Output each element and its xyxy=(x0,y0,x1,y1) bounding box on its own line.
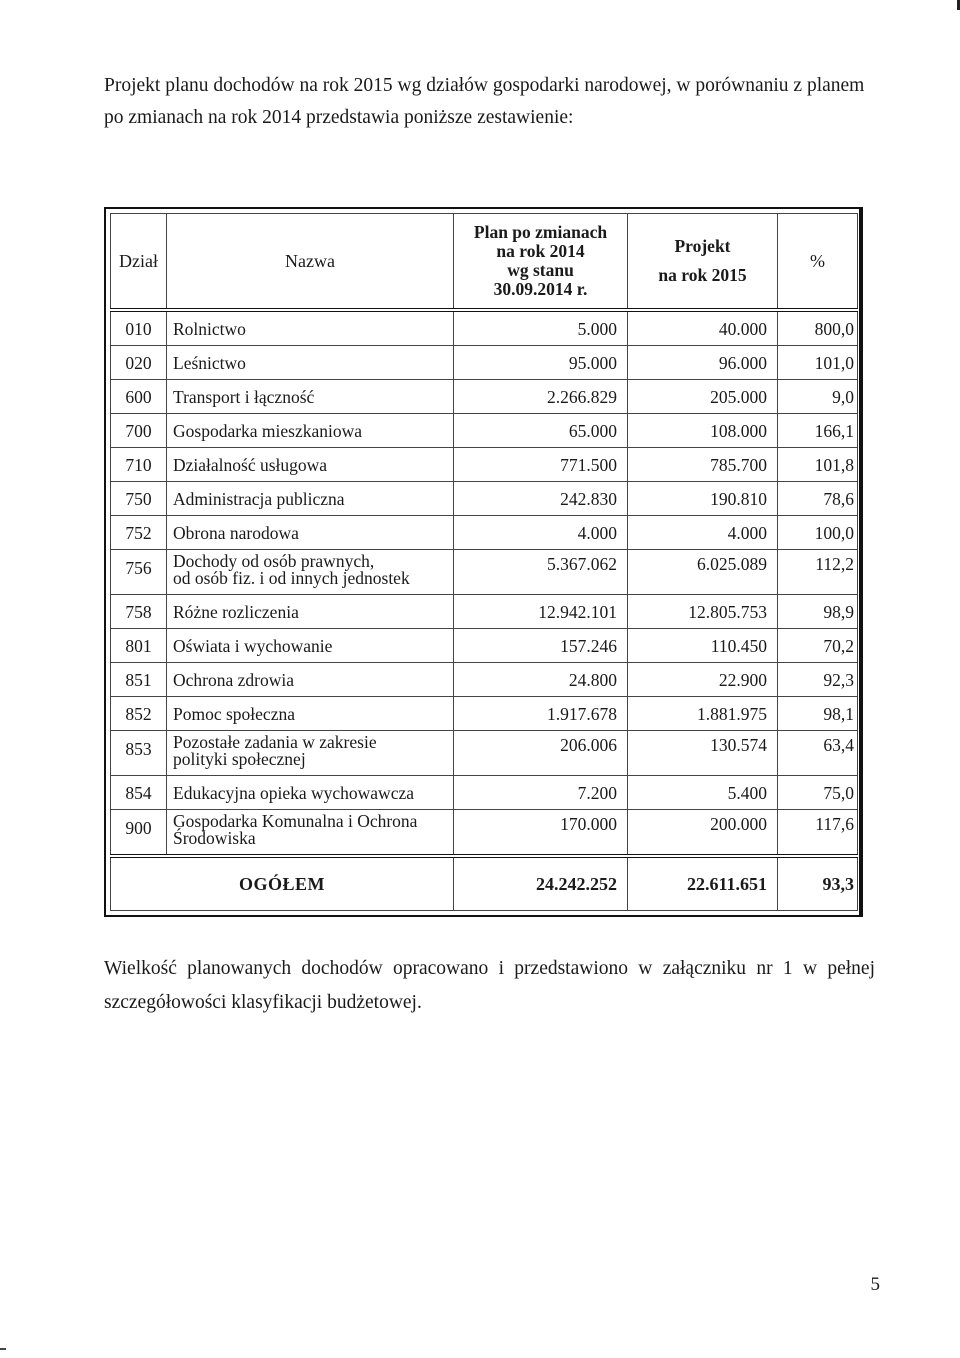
row-percent: 70,2 xyxy=(778,629,858,663)
row-name-line-2: polityki społecznej xyxy=(173,749,306,769)
row-name-line-1: Działalność usługowa xyxy=(173,454,328,475)
row-plan-2014: 24.800 xyxy=(454,663,628,697)
table-body xyxy=(111,310,858,856)
row-projekt-2015: 110.450 xyxy=(628,629,778,663)
row-name xyxy=(167,414,454,448)
row-code: 756 xyxy=(111,550,167,595)
table-row xyxy=(111,516,858,550)
row-name-line-1: Obrona narodowa xyxy=(173,522,299,543)
row-code: 851 xyxy=(111,663,167,697)
header-proj-line-2: na rok 2015 xyxy=(658,265,747,285)
intro-paragraph xyxy=(104,70,879,134)
row-percent: 98,9 xyxy=(778,595,858,629)
table-row xyxy=(111,448,858,482)
row-projekt-2015: 190.810 xyxy=(628,482,778,516)
income-table-frame xyxy=(104,207,863,917)
row-percent: 166,1 xyxy=(778,414,858,448)
table-header-row xyxy=(111,214,858,311)
row-plan-2014: 2.266.829 xyxy=(454,380,628,414)
row-name xyxy=(167,482,454,516)
table-row xyxy=(111,482,858,516)
table-row xyxy=(111,550,858,595)
row-percent: 100,0 xyxy=(778,516,858,550)
row-projekt-2015: 108.000 xyxy=(628,414,778,448)
row-code: 758 xyxy=(111,595,167,629)
row-name xyxy=(167,731,454,776)
table-row xyxy=(111,731,858,776)
header-projekt-2015 xyxy=(628,214,778,311)
row-percent: 63,4 xyxy=(778,731,858,776)
table-row xyxy=(111,310,858,346)
row-plan-2014: 157.246 xyxy=(454,629,628,663)
row-plan-2014: 95.000 xyxy=(454,346,628,380)
row-projekt-2015: 200.000 xyxy=(628,810,778,857)
outro-paragraph xyxy=(104,952,875,1020)
row-projekt-2015: 785.700 xyxy=(628,448,778,482)
row-percent: 800,0 xyxy=(778,310,858,346)
header-percent: % xyxy=(778,214,858,311)
row-projekt-2015: 130.574 xyxy=(628,731,778,776)
row-code: 710 xyxy=(111,448,167,482)
table-row xyxy=(111,414,858,448)
row-name-line-2: od osób fiz. i od innych jednostek xyxy=(173,568,410,588)
table-row xyxy=(111,810,858,857)
row-name-line-1: Gospodarka Komunalna i Ochrona xyxy=(173,811,418,831)
row-percent: 117,6 xyxy=(778,810,858,857)
row-percent: 101,8 xyxy=(778,448,858,482)
row-name-line-1: Edukacyjna opieka wychowawcza xyxy=(173,782,415,803)
row-percent: 112,2 xyxy=(778,550,858,595)
row-name xyxy=(167,310,454,346)
row-code: 852 xyxy=(111,697,167,731)
header-plan-line-4: 30.09.2014 r. xyxy=(493,279,588,299)
row-projekt-2015: 40.000 xyxy=(628,310,778,346)
row-name xyxy=(167,550,454,595)
row-name-line-1: Pozostałe zadania w zakresie xyxy=(173,732,377,752)
row-plan-2014: 7.200 xyxy=(454,776,628,810)
row-percent: 75,0 xyxy=(778,776,858,810)
row-name xyxy=(167,776,454,810)
row-name xyxy=(167,516,454,550)
table-row xyxy=(111,346,858,380)
row-name xyxy=(167,346,454,380)
row-plan-2014: 170.000 xyxy=(454,810,628,857)
row-code: 750 xyxy=(111,482,167,516)
total-projekt: 22.611.651 xyxy=(628,856,778,911)
row-plan-2014: 65.000 xyxy=(454,414,628,448)
table-row xyxy=(111,380,858,414)
row-percent: 98,1 xyxy=(778,697,858,731)
row-code: 752 xyxy=(111,516,167,550)
row-name xyxy=(167,810,454,857)
row-name-line-1: Gospodarka mieszkaniowa xyxy=(173,420,363,441)
total-row xyxy=(111,856,858,911)
row-name-line-1: Dochody od osób prawnych, xyxy=(173,551,375,571)
row-projekt-2015: 6.025.089 xyxy=(628,550,778,595)
row-plan-2014: 242.830 xyxy=(454,482,628,516)
scan-corner-mark xyxy=(0,1348,6,1350)
table-row xyxy=(111,663,858,697)
total-label: OGÓŁEM xyxy=(111,856,454,911)
row-code: 801 xyxy=(111,629,167,663)
row-code: 700 xyxy=(111,414,167,448)
row-plan-2014: 771.500 xyxy=(454,448,628,482)
row-name-line-1: Rolnictwo xyxy=(173,318,246,339)
table-row xyxy=(111,629,858,663)
row-projekt-2015: 12.805.753 xyxy=(628,595,778,629)
row-projekt-2015: 22.900 xyxy=(628,663,778,697)
row-percent: 101,0 xyxy=(778,346,858,380)
row-name xyxy=(167,697,454,731)
row-projekt-2015: 1.881.975 xyxy=(628,697,778,731)
row-code: 020 xyxy=(111,346,167,380)
row-name xyxy=(167,629,454,663)
intro-line-1: Projekt planu dochodów na rok 2015 wg działów gospodarki narodowej, w porównaniu z planem xyxy=(104,75,865,96)
row-plan-2014: 5.000 xyxy=(454,310,628,346)
row-code: 010 xyxy=(111,310,167,346)
header-nazwa: Nazwa xyxy=(167,214,454,311)
row-projekt-2015: 4.000 xyxy=(628,516,778,550)
row-name xyxy=(167,595,454,629)
header-plan-line-1: Plan po zmianach xyxy=(473,222,608,242)
row-name-line-2: Środowiska xyxy=(173,828,256,848)
row-name-line-1: Różne rozliczenia xyxy=(173,601,299,622)
outro-line-2: szczegółowości klasyfikacji budżetowej. xyxy=(104,992,422,1013)
row-code: 600 xyxy=(111,380,167,414)
row-projekt-2015: 205.000 xyxy=(628,380,778,414)
row-plan-2014: 1.917.678 xyxy=(454,697,628,731)
row-code: 900 xyxy=(111,810,167,857)
header-plan-2014 xyxy=(454,214,628,311)
row-name xyxy=(167,380,454,414)
row-plan-2014: 5.367.062 xyxy=(454,550,628,595)
row-name-line-1: Administracja publiczna xyxy=(173,488,345,509)
row-name-line-1: Leśnictwo xyxy=(173,352,246,373)
row-percent: 92,3 xyxy=(778,663,858,697)
row-name-line-1: Transport i łączność xyxy=(173,386,315,407)
row-plan-2014: 12.942.101 xyxy=(454,595,628,629)
row-projekt-2015: 5.400 xyxy=(628,776,778,810)
row-code: 853 xyxy=(111,731,167,776)
outro-line-1: Wielkość planowanych dochodów opracowano i przedstawiono w załączniku nr 1 w pełnej xyxy=(104,958,875,979)
row-name-line-1: Oświata i wychowanie xyxy=(173,635,333,656)
total-percent: 93,3 xyxy=(778,856,858,911)
row-projekt-2015: 96.000 xyxy=(628,346,778,380)
header-plan-line-3: wg stanu xyxy=(507,260,574,280)
header-dzial: Dział xyxy=(111,214,167,311)
row-percent: 9,0 xyxy=(778,380,858,414)
row-name xyxy=(167,663,454,697)
table-row xyxy=(111,595,858,629)
header-proj-line-1: Projekt xyxy=(674,236,731,256)
row-plan-2014: 206.006 xyxy=(454,731,628,776)
row-plan-2014: 4.000 xyxy=(454,516,628,550)
row-name-line-1: Ochrona zdrowia xyxy=(173,669,294,690)
table-row xyxy=(111,697,858,731)
row-code: 854 xyxy=(111,776,167,810)
row-name-line-1: Pomoc społeczna xyxy=(173,703,295,724)
intro-line-2: po zmianach na rok 2014 przedstawia poniższe zestawienie: xyxy=(104,107,574,128)
page-number: 5 xyxy=(870,1274,880,1295)
row-name xyxy=(167,448,454,482)
header-plan-line-2: na rok 2014 xyxy=(496,241,585,261)
income-table xyxy=(110,213,858,911)
row-percent: 78,6 xyxy=(778,482,858,516)
total-plan: 24.242.252 xyxy=(454,856,628,911)
table-row xyxy=(111,776,858,810)
